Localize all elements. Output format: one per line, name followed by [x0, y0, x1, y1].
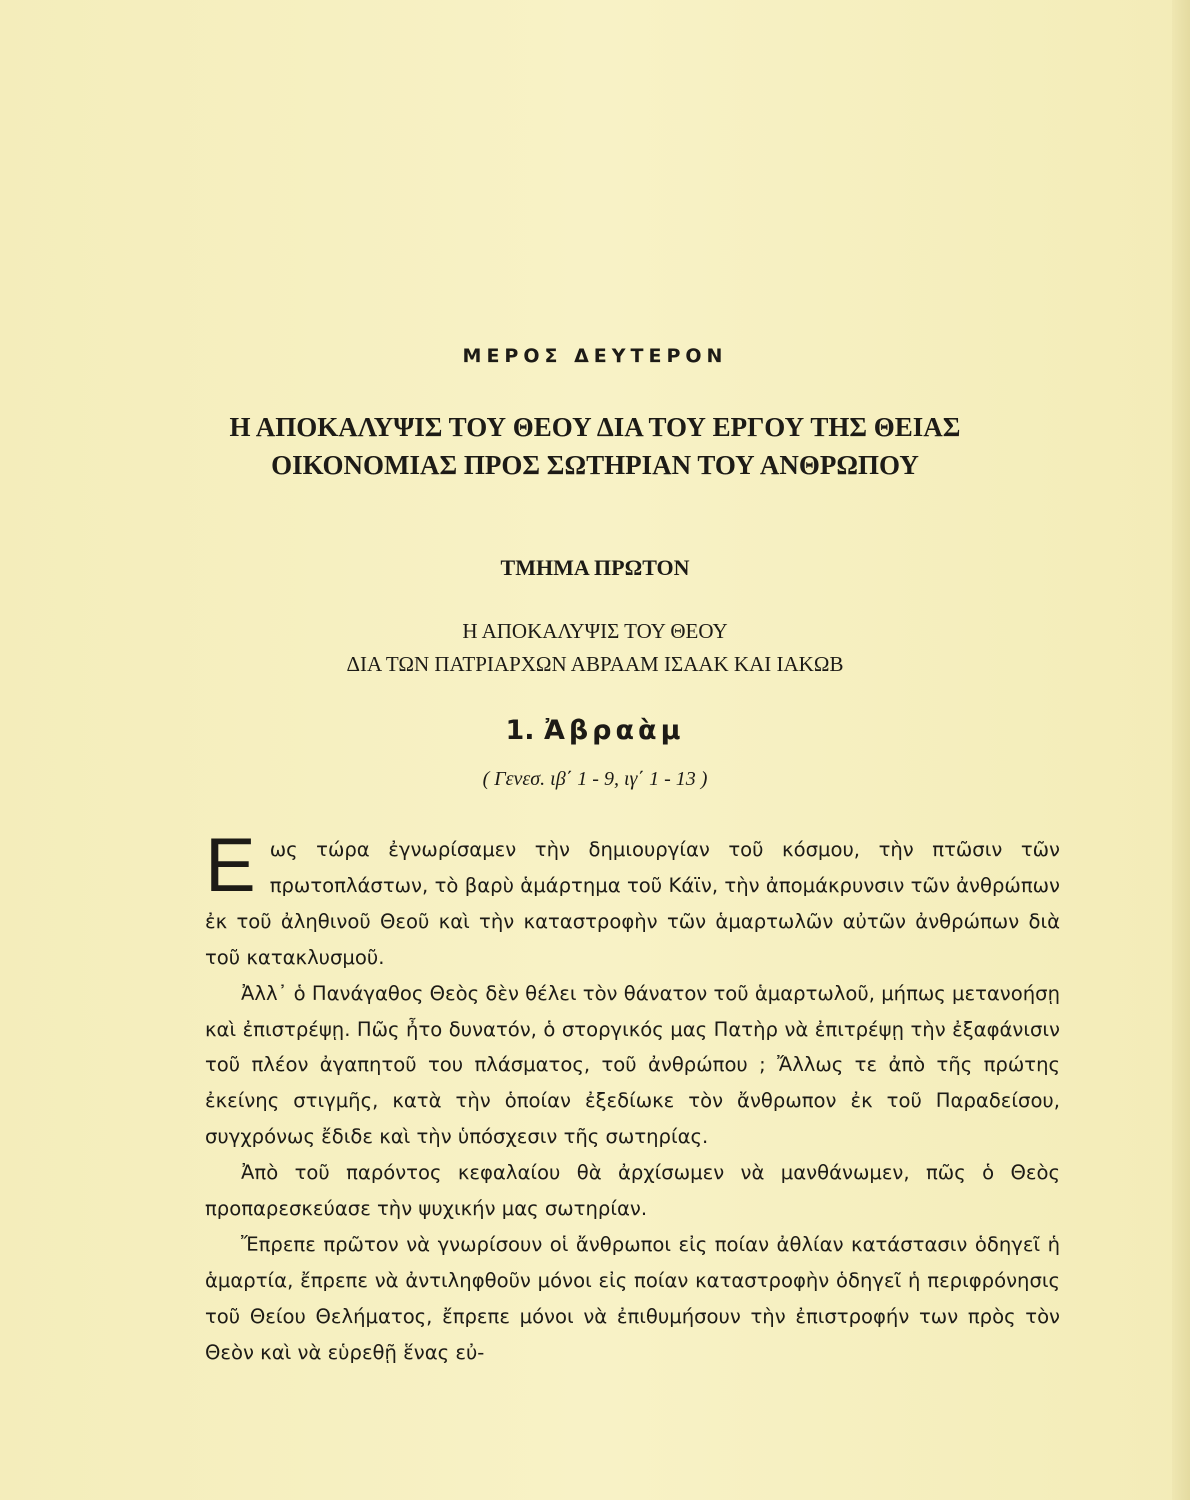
paragraph-1 — [205, 823, 1060, 976]
scripture-reference: ( Γενεσ. ιβ΄ 1 - 9, ιγ΄ 1 - 13 ) — [482, 768, 708, 790]
chapter-heading — [0, 715, 1190, 746]
chapter-name: Ἀβραὰμ — [543, 715, 685, 746]
main-title-line-2: ΟΙΚΟΝΟΜΙΑΣ ΠΡΟΣ ΣΩΤΗΡΙΑΝ ΤΟΥ ΑΝΘΡΩΠΟΥ — [271, 450, 919, 480]
paragraph-3: Ἀπὸ τοῦ παρόντος κεφαλαίου θὰ ἀρχίσωμεν νὰ μανθάνωμεν, πῶς ὁ Θεὸς προπαρεσκεύασε τὴν ψυχικήν μας σωτηρίαν. — [205, 1161, 1060, 1221]
paragraph-1-text: ως τώρα ἐγνωρίσαμεν τὴν δημιουργίαν τοῦ κόσμου, τὴν πτῶσιν τῶν πρωτοπλάστων, τὸ βαρὺ ἁμάρτημα τοῦ Κάϊν, τὴν ἀπομάκρυνσιν τῶν ἀνθρώπων ἐκ τοῦ ἀληθινοῦ Θεοῦ καὶ τὴν καταστροφὴν τῶν ἁμαρτωλῶν αὐτῶν ἀνθρώπων διὰ τοῦ κατακλυσμοῦ. — [205, 838, 1060, 969]
chapter-number: 1. — [505, 715, 535, 746]
page-edge — [1172, 0, 1190, 1500]
subtitle-line-1: Η ΑΠΟΚΑΛΥΨΙΣ ΤΟΥ ΘΕΟΥ — [462, 619, 728, 643]
main-title — [0, 408, 1190, 484]
paragraph-4: Ἔπρεπε πρῶτον νὰ γνωρίσουν οἱ ἄνθρωποι εἰς ποίαν ἀθλίαν κατάστασιν ὁδηγεῖ ἡ ἁμαρτία, ἔπρεπε νὰ ἀντιληφθοῦν μόνοι εἰς ποίαν καταστροφὴν ὁδηγεῖ ἡ περιφρόνησις τοῦ Θείου Θελήματος, ἔπρεπε μόνοι νὰ ἐπιθυμήσουν τὴν ἐπιστροφήν των πρὸς τὸν Θεὸν καὶ νὰ εὑρεθῇ ἕνας εὐ- — [205, 1232, 1060, 1364]
part-heading: ΜΕΡΟΣ ΔΕΥΤΕΡΟΝ — [462, 345, 728, 367]
main-title-line-1: Η ΑΠΟΚΑΛΥΨΙΣ ΤΟΥ ΘΕΟΥ ΔΙΑ ΤΟΥ ΕΡΓΟΥ ΤΗΣ ΘΕΙΑΣ — [229, 412, 961, 442]
section-heading: ΤΜΗΜΑ ΠΡΩΤΟΝ — [500, 555, 690, 580]
subtitle-line-2: ΔΙΑ ΤΩΝ ΠΑΤΡΙΑΡΧΩΝ ΑΒΡΑΑΜ ΙΣΑΑΚ ΚΑΙ ΙΑΚΩΒ — [346, 652, 844, 676]
drop-cap: Ε — [205, 823, 256, 908]
body-text — [205, 823, 1060, 1371]
paragraph-2: Ἀλλ᾽ ὁ Πανάγαθος Θεὸς δὲν θέλει τὸν θάνατον τοῦ ἁμαρτωλοῦ, μήπως μετανοήσῃ καὶ ἐπιστρέψῃ. Πῶς ἦτο δυνατόν, ὁ στοργικός μας Πατὴρ νὰ ἐπιτρέψῃ τὴν ἐξαφάνισιν τοῦ πλέον ἀγαπητοῦ του πλάσματος, τοῦ ἀνθρώπου ; Ἄλλως τε ἀπὸ τῆς πρώτης ἐκείνης στιγμῆς, κατὰ τὴν ὁποίαν ἐξεδίωκε τὸν ἄνθρωπον ἐκ τοῦ Παραδείσου, συγχρόνως ἔδιδε καὶ τὴν ὑπόσχεσιν τῆς σωτηρίας. — [205, 981, 1060, 1149]
subtitle — [0, 615, 1190, 681]
